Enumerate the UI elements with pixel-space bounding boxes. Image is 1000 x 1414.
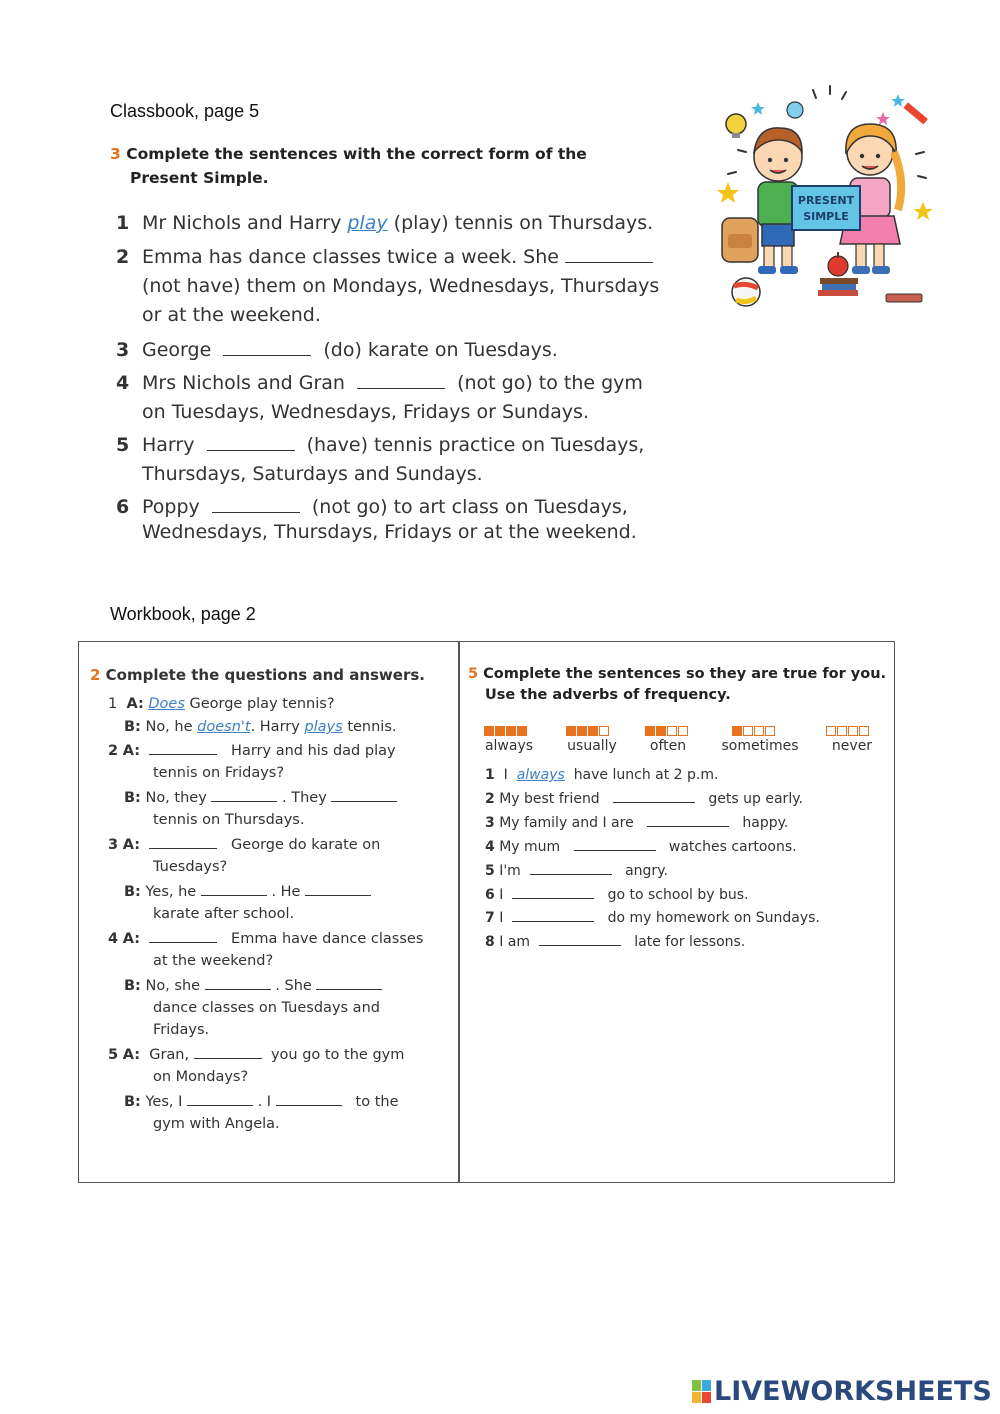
classbook-item-5: 5 Harry (have) tennis practice on Tuesdays, Thursdays, Saturdays and Sundays. <box>116 434 645 485</box>
answer-input[interactable] <box>149 930 217 943</box>
freq-label-often: often <box>649 738 687 754</box>
q1-b: B: No, he doesn't. Harry plays tennis. <box>124 719 397 735</box>
answer-input[interactable] <box>194 1046 262 1059</box>
answer-input[interactable] <box>357 370 445 389</box>
freq-label-usually: usually <box>567 738 617 754</box>
answer-input[interactable] <box>149 742 217 755</box>
q1-a: 1 A: Does George play tennis? <box>108 696 335 712</box>
answer-input[interactable] <box>187 1093 253 1106</box>
q3-b-cont: karate after school. <box>153 906 295 922</box>
right-item-4: 4 My mum watches cartoons. <box>485 839 797 855</box>
q2-a: 2 A: Harry and his dad play <box>108 743 396 759</box>
classbook-instruction: 3 Complete the sentences with the correct form of the Present Simple. <box>110 145 587 187</box>
freq-label-sometimes: sometimes <box>721 738 799 754</box>
workbook-heading: Workbook, page 2 <box>110 604 256 624</box>
classbook-item-3: 3 George (do) karate on Tuesdays. <box>116 339 558 361</box>
right-item-2: 2 My best friend gets up early. <box>485 791 803 807</box>
classbook-heading: Classbook, page 5 <box>110 101 260 121</box>
right-instruction: 5 Complete the sentences so they are true for you. Use the adverbs of frequency. <box>468 666 887 703</box>
right-item-3: 3 My family and I are happy. <box>485 815 789 831</box>
answer-input[interactable] <box>574 838 656 851</box>
right-item-1: 1 I always have lunch at 2 p.m. <box>485 767 719 783</box>
answer-input[interactable] <box>316 977 382 990</box>
freq-label-always: always <box>484 738 534 754</box>
answer-input[interactable] <box>512 909 594 922</box>
q3-a: 3 A: George do karate on <box>108 837 381 853</box>
answer-input[interactable] <box>276 1093 342 1106</box>
classbook-item-4: 4 Mrs Nichols and Gran (not go) to the gym on Tuesdays, Wednesdays, Fridays or Sundays. <box>116 372 643 423</box>
right-item-6: 6 I go to school by bus. <box>485 887 749 903</box>
q4-b: B: No, she . She <box>124 975 382 998</box>
q5-a-cont: on Mondays? <box>153 1069 249 1085</box>
sign-text-1: PRESENT <box>797 194 855 207</box>
q5-b: B: Yes, I . I to the <box>124 1094 399 1110</box>
q4-a-cont: at the weekend? <box>153 953 274 969</box>
q4-b-cont: dance classes on Tuesdays and <box>153 1000 380 1016</box>
answer-input[interactable] <box>530 862 612 875</box>
q4-a: 4 A: Emma have dance classes <box>108 931 424 947</box>
answer-input[interactable] <box>539 933 621 946</box>
column-divider <box>458 642 460 1182</box>
classbook-item-1: 1 Mr Nichols and Harry play (play) tennis on Thursdays. <box>116 212 654 234</box>
q2-b: B: No, they . They <box>124 787 397 810</box>
q5-b-cont: gym with Angela. <box>153 1116 280 1132</box>
workbook-left <box>90 664 450 687</box>
q2-a-cont: tennis on Fridays? <box>153 765 285 781</box>
q2-b-cont: tennis on Thursdays. <box>153 812 305 828</box>
kids-illustration <box>708 82 940 312</box>
answer-input[interactable] <box>205 977 271 990</box>
freq-label-never: never <box>831 738 873 754</box>
q3-a-cont: Tuesdays? <box>153 859 228 875</box>
logo-icon <box>692 1380 712 1404</box>
answer-input[interactable] <box>331 789 397 802</box>
right-item-8: 8 I am late for lessons. <box>485 934 746 950</box>
right-item-7: 7 I do my homework on Sundays. <box>485 910 820 926</box>
answer-input[interactable] <box>613 790 695 803</box>
answer-input[interactable]: Does <box>148 696 185 712</box>
q5-a: 5 A: Gran, you go to the gym <box>108 1047 405 1063</box>
logo-text: LIVEWORKSHEETS <box>714 1376 992 1407</box>
answer-input[interactable]: plays <box>304 719 343 735</box>
answer-input[interactable] <box>211 789 277 802</box>
answer-input[interactable]: always <box>516 767 565 783</box>
answer-input[interactable] <box>201 883 267 896</box>
answer-input[interactable]: play <box>347 212 388 234</box>
classbook-item-6: 6 Poppy (not go) to art class on Tuesdays, Wednesdays, Thursdays, Fridays or at the weekend. <box>116 496 637 543</box>
answer-input[interactable] <box>212 494 300 513</box>
answer-input[interactable] <box>223 337 311 356</box>
answer-input[interactable] <box>207 432 295 451</box>
right-item-5: 5 I'm angry. <box>485 863 668 879</box>
answer-input[interactable] <box>565 244 653 263</box>
exercise-number: 3 <box>110 145 121 163</box>
q3-b: B: Yes, he . He <box>124 881 371 904</box>
answer-input[interactable]: doesn't <box>197 719 251 735</box>
answer-input[interactable] <box>305 883 371 896</box>
answer-input[interactable] <box>512 886 594 899</box>
left-instruction: 2 Complete the questions and answers. <box>90 666 425 684</box>
sign-text-2: SIMPLE <box>803 210 849 223</box>
answer-input[interactable] <box>149 836 217 849</box>
answer-input[interactable] <box>647 814 729 827</box>
classbook-item-2: 2 Emma has dance classes twice a week. She (not have) them on Mondays, Wednesdays, Thursdays or at the weekend. <box>116 246 660 326</box>
q4-b-cont2: Fridays. <box>153 1022 210 1038</box>
